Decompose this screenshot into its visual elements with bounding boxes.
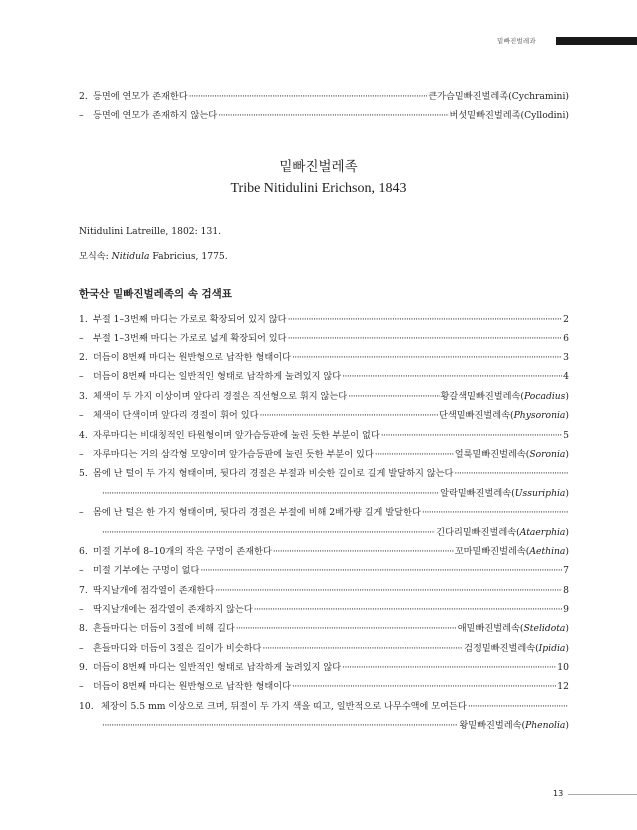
genus-korean-name: 단색밑빠진벌레속( bbox=[439, 410, 514, 421]
couplet-marker: 4. bbox=[79, 430, 88, 441]
couplet-marker: – bbox=[79, 604, 84, 615]
couplet-text: 더듬이 8번째 마디는 원반형으로 납작한 형태이다 bbox=[93, 681, 291, 692]
couplet-marker: 2. bbox=[79, 91, 88, 102]
leader-dots bbox=[102, 720, 458, 732]
leader-dots bbox=[454, 468, 568, 480]
couplet-marker: – bbox=[79, 565, 84, 576]
couplet-text: 등면에 연모가 존재한다 bbox=[93, 91, 188, 102]
couplet-marker: – bbox=[79, 410, 84, 421]
genus-close-paren: ) bbox=[565, 410, 569, 421]
genus-scientific-name: Ussuriphia bbox=[514, 488, 566, 499]
couplet-result bbox=[436, 527, 569, 539]
key-row bbox=[79, 333, 569, 345]
key-row bbox=[79, 430, 569, 442]
key-row bbox=[79, 507, 569, 519]
couplet-text: 체색이 두 가지 이상이며 앞다리 경절은 직선형으로 휘지 않는다 bbox=[93, 391, 348, 402]
couplet-marker: 6. bbox=[79, 546, 88, 557]
couplet-result: 9 bbox=[563, 604, 569, 615]
couplet-result: 12 bbox=[557, 681, 569, 692]
leader-dots bbox=[342, 371, 562, 383]
genus-scientific-name: Ataerphia bbox=[519, 527, 566, 538]
couplet-text: 흔들마디는 더듬이 3절에 비해 길다 bbox=[93, 623, 235, 634]
key-row bbox=[79, 604, 569, 616]
leader-dots bbox=[254, 604, 563, 616]
tribe-title-korean: 밑빠진벌레족 bbox=[279, 159, 358, 175]
couplet-result: 7 bbox=[563, 565, 569, 576]
leader-dots bbox=[288, 333, 563, 345]
type-genus-line bbox=[79, 248, 228, 262]
leader-dots bbox=[273, 546, 454, 558]
couplet-text: 미절 기부에는 구멍이 없다 bbox=[93, 565, 200, 576]
couplet-marker: – bbox=[79, 333, 84, 344]
genus-korean-name: 애밑빠진벌레속( bbox=[457, 623, 524, 634]
leader-dots bbox=[200, 565, 562, 577]
genus-korean-name: 꼬마밑빠진벌레속( bbox=[454, 546, 530, 557]
couplet-result bbox=[455, 449, 569, 461]
key-title: 한국산 밑빠진벌레족의 속 검색표 bbox=[79, 288, 232, 300]
couplet-marker: 10. bbox=[79, 701, 94, 712]
genus-close-paren: ) bbox=[565, 527, 569, 538]
couplet-result bbox=[440, 488, 569, 500]
type-genus-author: Fabricius, 1775. bbox=[149, 251, 228, 262]
leader-dots bbox=[189, 91, 428, 103]
leader-dots bbox=[102, 488, 439, 500]
leader-dots bbox=[218, 110, 448, 122]
couplet-text: 체장이 5.5 mm 이상으로 크며, 뒤절이 두 가지 색을 띠고, 일반적으로 나무수액에 모여든다 bbox=[101, 701, 467, 712]
couplet-result: 버섯밑빠진벌레족(Cyllodini) bbox=[449, 110, 569, 121]
couplet-result: 10 bbox=[557, 662, 569, 673]
couplet-marker: – bbox=[79, 371, 84, 382]
couplet-result: 2 bbox=[563, 314, 569, 325]
couplet-marker: – bbox=[79, 643, 84, 654]
genus-scientific-name: Physoronia bbox=[513, 410, 566, 421]
leader-dots bbox=[381, 430, 562, 442]
couplet-result bbox=[458, 623, 569, 635]
couplet-text: 몸에 난 털이 두 가지 형태이며, 뒷다리 경절은 부절과 비슷한 길이로 길게 발달하지 않는다 bbox=[93, 468, 454, 479]
couplet-result bbox=[441, 391, 569, 403]
leader-dots bbox=[215, 585, 562, 597]
leader-dots bbox=[102, 527, 435, 539]
genus-korean-name: 긴다리밑빠진벌레속( bbox=[436, 527, 520, 538]
key-row bbox=[79, 110, 569, 122]
couplet-result bbox=[459, 720, 569, 732]
header-bar bbox=[556, 37, 637, 45]
genus-korean-name: 황갈색밑빠진벌레속( bbox=[440, 391, 524, 402]
key-row bbox=[79, 643, 569, 655]
genus-scientific-name: Soronia bbox=[529, 449, 566, 460]
couplet-text: 부절 1–3번째 마디는 가로로 넓게 확장되어 있다 bbox=[93, 333, 287, 344]
key-row bbox=[79, 701, 569, 713]
couplet-marker: 5. bbox=[79, 468, 88, 479]
key-row bbox=[79, 662, 569, 674]
key-row bbox=[79, 488, 569, 500]
key-row bbox=[79, 720, 569, 732]
genus-scientific-name: Ipidia bbox=[538, 643, 566, 654]
genus-korean-name: 검정밑빠진벌레속( bbox=[464, 643, 539, 654]
couplet-result: 4 bbox=[563, 371, 569, 382]
genus-scientific-name: Stelidota bbox=[523, 623, 566, 634]
genus-scientific-name: Phenolia bbox=[525, 720, 566, 731]
key-row bbox=[79, 371, 569, 383]
key-row bbox=[79, 449, 569, 461]
tribe-citation: Nitidulini Latreille, 1802: 131. bbox=[79, 226, 222, 237]
key-row bbox=[79, 91, 569, 103]
leader-dots bbox=[262, 643, 463, 655]
key-row bbox=[79, 314, 569, 326]
tribe-title-english: Tribe Nitidulini Erichson, 1843 bbox=[230, 181, 407, 196]
couplet-marker: – bbox=[79, 449, 84, 460]
couplet-result bbox=[455, 546, 569, 558]
key-row bbox=[79, 391, 569, 403]
leader-dots bbox=[288, 314, 563, 326]
leader-dots bbox=[348, 391, 439, 403]
couplet-text: 더듬이 8번째 마디는 원반형으로 납작한 형태이다 bbox=[93, 352, 291, 363]
page-number: 13 bbox=[553, 789, 564, 798]
genus-korean-name: 알락밑빠진벌레속( bbox=[440, 488, 515, 499]
couplet-marker: 2. bbox=[79, 352, 88, 363]
running-header-section: 밑빠진벌레과 bbox=[497, 37, 536, 45]
couplet-marker: – bbox=[79, 110, 84, 121]
genus-close-paren: ) bbox=[565, 546, 569, 557]
leader-dots bbox=[375, 449, 454, 461]
couplet-marker: 9. bbox=[79, 662, 88, 673]
couplet-result: 5 bbox=[563, 430, 569, 441]
key-row bbox=[79, 585, 569, 597]
couplet-text: 자루마디는 거의 삼각형 모양이며 앞가슴등판에 눌린 듯한 부분이 있다 bbox=[93, 449, 374, 460]
couplet-text: 부절 1–3번째 마디는 가로로 확장되어 있지 않다 bbox=[93, 314, 287, 325]
couplet-text: 몸에 난 털은 한 가지 형태이며, 뒷다리 경절은 부절에 비해 2배가량 길게 발달한다 bbox=[93, 507, 421, 518]
couplet-text: 미절 기부에 8–10개의 작은 구멍이 존재한다 bbox=[93, 546, 272, 557]
couplet-text: 딱지날개에는 점각열이 존재하지 않는다 bbox=[93, 604, 253, 615]
type-genus-name: Nitidula bbox=[111, 251, 150, 262]
couplet-result: 8 bbox=[563, 585, 569, 596]
genus-close-paren: ) bbox=[565, 391, 569, 402]
genus-close-paren: ) bbox=[565, 720, 569, 731]
footer-rule bbox=[568, 794, 637, 795]
type-genus-label: 모식속: bbox=[79, 251, 112, 262]
leader-dots bbox=[236, 623, 457, 635]
genus-korean-name: 왕밑빠진벌레속( bbox=[459, 720, 526, 731]
key-row bbox=[79, 565, 569, 577]
key-row bbox=[79, 468, 569, 480]
couplet-text: 체색이 단색이며 앞다리 경절이 휘어 있다 bbox=[93, 410, 259, 421]
key-row bbox=[79, 681, 569, 693]
couplet-marker: – bbox=[79, 507, 84, 518]
couplet-marker: 7. bbox=[79, 585, 88, 596]
genus-close-paren: ) bbox=[565, 623, 569, 634]
key-row bbox=[79, 410, 569, 422]
couplet-text: 딱지날개에 점각열이 존재한다 bbox=[93, 585, 215, 596]
couplet-text: 흔들마디와 더듬이 3절은 길이가 비슷하다 bbox=[93, 643, 262, 654]
genus-korean-name: 얼룩밑빠진벌레속( bbox=[454, 449, 530, 460]
leader-dots bbox=[468, 701, 568, 713]
couplet-text: 더듬이 8번째 마디는 일반적인 형태로 납작하게 눌려있지 않다 bbox=[93, 371, 342, 382]
genus-scientific-name: Aethina bbox=[529, 546, 566, 557]
leader-dots bbox=[292, 681, 556, 693]
genus-close-paren: ) bbox=[565, 449, 569, 460]
leader-dots bbox=[259, 410, 438, 422]
couplet-result: 큰가슴밑빠진벌레족(Cychramini) bbox=[428, 91, 569, 102]
couplet-text: 자루마디는 비대칭적인 타원형이며 앞가슴등판에 눌린 듯한 부분이 없다 bbox=[93, 430, 380, 441]
couplet-result bbox=[464, 643, 569, 655]
key-row bbox=[79, 527, 569, 539]
genus-close-paren: ) bbox=[565, 643, 569, 654]
couplet-marker: 3. bbox=[79, 391, 88, 402]
key-row bbox=[79, 352, 569, 364]
couplet-result: 6 bbox=[563, 333, 569, 344]
couplet-result bbox=[439, 410, 569, 422]
couplet-text: 등면에 연모가 존재하지 않는다 bbox=[93, 110, 218, 121]
leader-dots bbox=[292, 352, 562, 364]
genus-scientific-name: Pocadius bbox=[523, 391, 566, 402]
couplet-text: 더듬이 8번째 마디는 일반적인 형태로 납작하게 눌려있지 않다 bbox=[93, 662, 342, 673]
couplet-marker: 8. bbox=[79, 623, 88, 634]
couplet-result: 3 bbox=[563, 352, 569, 363]
genus-close-paren: ) bbox=[565, 488, 569, 499]
key-row bbox=[79, 623, 569, 635]
leader-dots bbox=[342, 662, 556, 674]
couplet-marker: – bbox=[79, 681, 84, 692]
leader-dots bbox=[422, 507, 568, 519]
couplet-marker: 1. bbox=[79, 314, 88, 325]
key-row bbox=[79, 546, 569, 558]
